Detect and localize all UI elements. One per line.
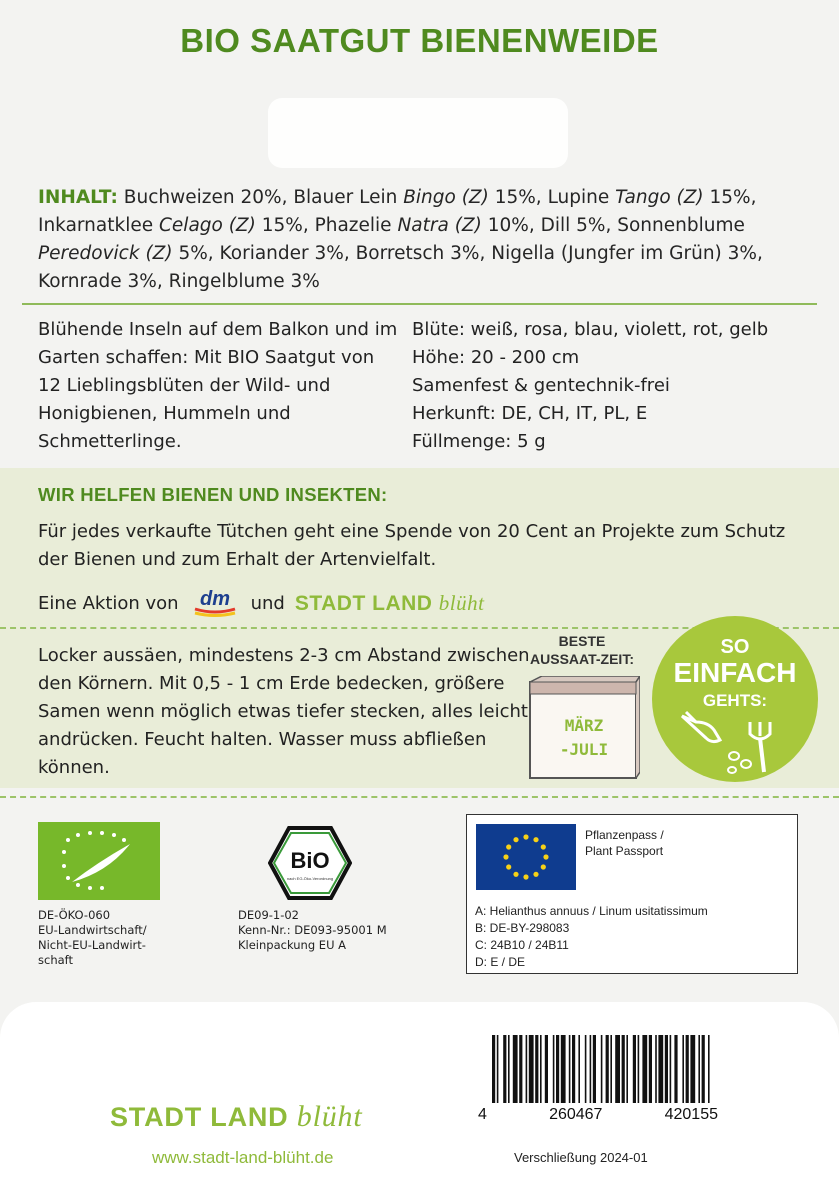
barcode-bar — [545, 1035, 548, 1103]
bio-seal-code: DE09-1-02 Kenn-Nr.: DE093-95001 M Kleinpackung EU A — [238, 908, 387, 952]
dashed-divider-2 — [0, 796, 839, 798]
barcode-bar — [649, 1035, 652, 1103]
barcode-number: 4 260467 420155 — [478, 1106, 718, 1123]
barcode-bar — [497, 1035, 499, 1103]
barcode-bar — [503, 1035, 506, 1103]
barcode — [490, 1035, 712, 1103]
campaign-prefix: Eine Aktion von — [38, 592, 179, 614]
dm-logo — [189, 588, 241, 618]
barcode-bar — [606, 1035, 609, 1103]
contents-text: INHALT: Buchweizen 20%, Blauer Lein Bingo (Z) 15%, Lupine Tango (Z) 15%, Inkarnatklee Celago (Z) 15%, Phazelie Natra (Z) 10%, Dill 5%, Sonnenblume Peredovick (Z) 5%, Koriander 3%, Borretsch 3%, Nigella (Jungfer im Grün) 3%, Kornrade 3%, Ringelblume 3% — [38, 187, 763, 292]
product-title: BIO SAATGUT BIENENWEIDE — [180, 22, 659, 59]
barcode-bar — [655, 1035, 657, 1103]
barcode-bar — [492, 1035, 495, 1103]
barcode-bar — [585, 1035, 587, 1103]
badge-text: SO EINFACH GEHTS: — [673, 636, 797, 710]
stadt-land-bluht-logo: STADT LAND blüht — [110, 1100, 363, 1133]
fact-bluete: Blüte: weiß, rosa, blau, violett, rot, gelb — [412, 319, 769, 340]
website-url: www.stadt-land-blüht.de — [152, 1148, 334, 1167]
barcode-bar — [561, 1035, 566, 1103]
barcode-bar — [593, 1035, 596, 1103]
barcode-bar — [610, 1035, 612, 1103]
barcode-bar — [658, 1035, 663, 1103]
bio-seal-logo — [268, 826, 352, 900]
best-sowing-time-label: BESTE AUSSAAT-ZEIT: — [530, 633, 634, 667]
barcode-bar — [642, 1035, 647, 1103]
barcode-bar — [670, 1035, 672, 1103]
stadt-land-bluht-logo-small: STADT LAND blüht — [294, 590, 485, 615]
barcode-bar — [633, 1035, 636, 1103]
fact-samenfest: Samenfest & gentechnik-frei — [412, 375, 670, 396]
barcode-bar — [569, 1035, 571, 1103]
barcode-bar — [626, 1035, 628, 1103]
barcode-bar — [601, 1035, 603, 1103]
barcode-bar — [682, 1035, 684, 1103]
barcode-bar — [508, 1035, 510, 1103]
barcode-bar — [638, 1035, 640, 1103]
barcode-bar — [519, 1035, 522, 1103]
campaign-and: und — [250, 592, 285, 614]
barcode-bar — [513, 1035, 518, 1103]
garden-tools-icon — [672, 700, 802, 780]
barcode-bar — [686, 1035, 689, 1103]
barcode-bar — [526, 1035, 528, 1103]
sowing-instructions: Locker aussäen, mindestens 2-3 cm Abstand zwischen den Körnern. Mit 0,5 - 1 cm Erde bedecken, größere Samen wenn möglich etwas tiefer stecken, alles leicht andrücken. Feucht halten. Wasser muss abfließen können. — [38, 645, 530, 778]
eu-organic-logo — [38, 822, 160, 900]
fact-fuellmenge: Füllmenge: 5 g — [412, 431, 546, 452]
barcode-bar — [529, 1035, 534, 1103]
barcode-bar — [665, 1035, 668, 1103]
barcode-bar — [572, 1035, 575, 1103]
plant-passport-title: Pflanzenpass / Plant Passport — [585, 828, 664, 858]
divider — [22, 303, 817, 305]
barcode-bar — [698, 1035, 700, 1103]
barcode-bar — [674, 1035, 677, 1103]
svg-text:nach EG-Öko-Verordnung: nach EG-Öko-Verordnung — [286, 876, 334, 881]
barcode-bar — [553, 1035, 555, 1103]
product-facts — [412, 316, 812, 456]
contents-label: INHALT: — [38, 187, 118, 208]
eu-flag-icon — [476, 824, 576, 890]
svg-text:BiO: BiO — [290, 848, 330, 873]
barcode-bar — [590, 1035, 592, 1103]
fact-herkunft: Herkunft: DE, CH, IT, PL, E — [412, 403, 648, 424]
donation-text: Für jedes verkaufte Tütchen geht eine Spende von 20 Cent an Projekte zum Schutz der Bienen und zum Erhalt der Artenvielfalt. — [38, 521, 786, 570]
description-text: Blühende Inseln auf dem Balkon und im Garten schaffen: Mit BIO Saatgut von 12 Lieblingsblüten der Wild- und Honigbienen, Hummeln und Schmetterlinge. — [38, 319, 398, 452]
campaign-line — [38, 588, 484, 618]
fact-hoehe: Höhe: 20 - 200 cm — [412, 347, 580, 368]
eu-organic-code: DE-ÖKO-060 EU-Landwirtschaft/ Nicht-EU-Landwirt- schaft — [38, 908, 147, 967]
plant-passport-entries: A: Helianthus annuus / Linum usitatissimum B: DE-BY-298083 C: 24B10 / 24B11 D: E / DE — [475, 904, 708, 969]
label-sticker-area — [268, 98, 568, 168]
barcode-bar — [690, 1035, 695, 1103]
bees-heading: WIR HELFEN BIENEN UND INSEKTEN: — [38, 484, 388, 505]
barcode-bar — [702, 1035, 705, 1103]
sowing-months: MÄRZ -JULI — [559, 716, 609, 759]
barcode-bar — [535, 1035, 538, 1103]
barcode-bar — [708, 1035, 710, 1103]
barcode-bar — [578, 1035, 580, 1103]
svg-text:dm: dm — [199, 588, 230, 610]
barcode-bar — [622, 1035, 625, 1103]
closure-date: Verschließung 2024-01 — [514, 1150, 648, 1165]
barcode-bar — [615, 1035, 620, 1103]
barcode-bar — [556, 1035, 559, 1103]
barcode-bar — [540, 1035, 542, 1103]
plant-passport-box — [466, 814, 798, 974]
